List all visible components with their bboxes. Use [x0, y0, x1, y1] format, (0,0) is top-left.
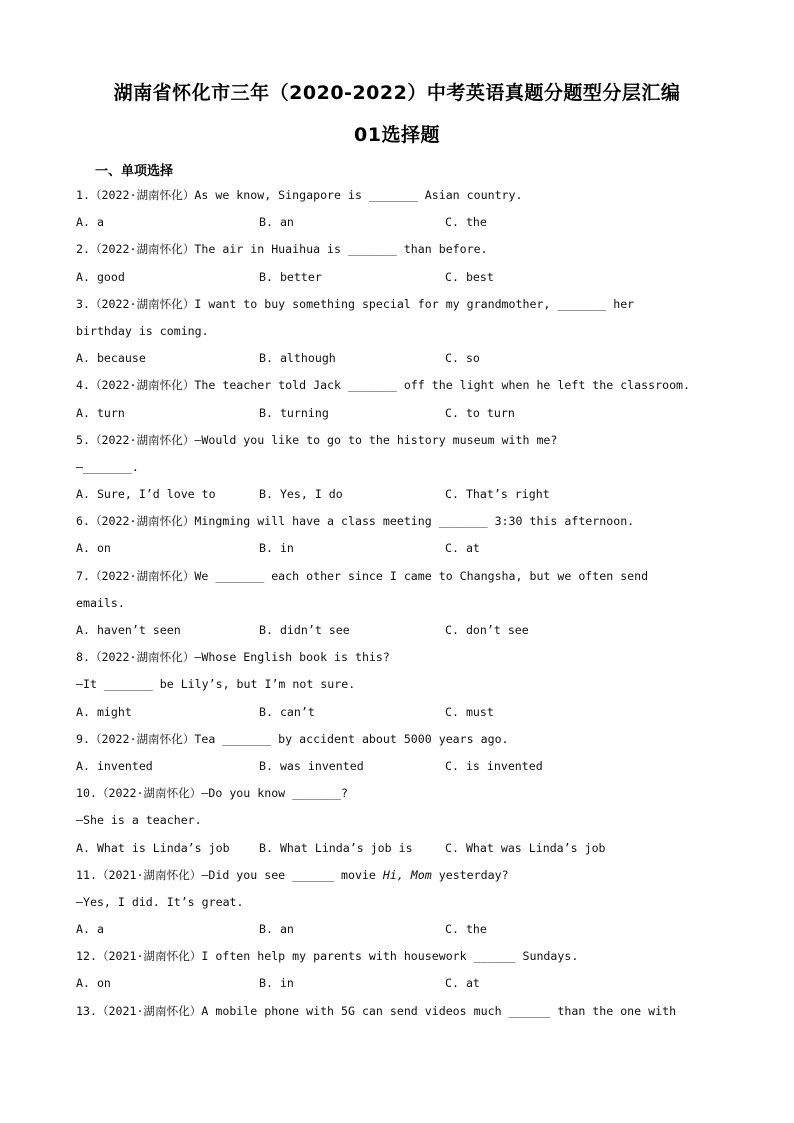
question-stem-3: 3.（2022·湖南怀化）I want to buy something special for my grandmother, _______ her	[76, 296, 635, 311]
option-11c: C. the	[445, 922, 487, 937]
question-stem-11-cont: —Yes, I did. It’s great.	[76, 894, 244, 909]
question-stem-10: 10.（2022·湖南怀化）—Do you know _______?	[76, 786, 348, 801]
option-1b: B. an	[259, 215, 294, 230]
options-2	[76, 264, 736, 291]
option-10a: A. What is Linda’s job	[76, 840, 230, 855]
options-11	[76, 916, 736, 943]
option-12b: B. in	[259, 976, 294, 991]
question-list	[76, 182, 736, 1025]
option-6a: A. on	[76, 541, 111, 556]
question-stem-7-cont: emails.	[76, 595, 125, 610]
options-10	[76, 835, 736, 862]
option-4c: C. to turn	[445, 405, 515, 420]
option-5a: A. Sure, I’d love to	[76, 487, 216, 502]
question-stem-12: 12.（2021·湖南怀化）I often help my parents with housework ______ Sundays.	[76, 949, 579, 964]
question-stem-8-cont: —It _______ be Lily’s, but I’m not sure.	[76, 677, 356, 692]
options-6	[76, 535, 736, 562]
option-12c: C. at	[445, 976, 480, 991]
question-stem-10-cont: —She is a teacher.	[76, 813, 202, 828]
option-2a: A. good	[76, 269, 125, 284]
options-3	[76, 345, 736, 372]
option-10c: C. What was Linda’s job	[445, 840, 606, 855]
options-7	[76, 617, 736, 644]
movie-title: Hi, Mom	[382, 867, 432, 882]
question-stem-9: 9.（2022·湖南怀化）Tea _______ by accident about 5000 years ago.	[76, 731, 509, 746]
option-1c: C. the	[445, 215, 487, 230]
option-6c: C. at	[445, 541, 480, 556]
option-8c: C. must	[445, 704, 494, 719]
options-12	[76, 970, 736, 997]
option-3b: B. although	[259, 351, 336, 366]
option-7b: B. didn’t see	[259, 623, 350, 637]
options-4	[76, 400, 736, 427]
options-5	[76, 481, 736, 508]
question-stem-8: 8.（2022·湖南怀化）—Whose English book is this?	[76, 650, 390, 665]
option-4b: B. turning	[259, 405, 329, 420]
option-11b: B. an	[259, 922, 294, 937]
option-4a: A. turn	[76, 405, 125, 420]
question-stem-1: 1.（2022·湖南怀化）As we know, Singapore is _______ Asian country.	[76, 188, 523, 202]
question-stem-11-after: yesterday?	[431, 867, 509, 882]
option-9b: B. was invented	[259, 758, 364, 773]
section-heading: 一、单项选择	[95, 164, 174, 179]
option-1a: A. a	[76, 215, 104, 230]
question-stem-5: 5.（2022·湖南怀化）—Would you like to go to the history museum with me?	[76, 432, 558, 447]
option-11a: A. a	[76, 922, 104, 937]
option-7c: C. don’t see	[445, 623, 529, 637]
option-9a: A. invented	[76, 758, 153, 773]
question-stem-6: 6.（2022·湖南怀化）Mingming will have a class meeting _______ 3:30 this afternoon.	[76, 514, 635, 529]
page-title: 湖南省怀化市三年（2020-2022）中考英语真题分题型分层汇编	[113, 82, 681, 104]
question-stem-5-cont: —_______.	[76, 459, 139, 474]
option-8b: B. can’t	[259, 704, 315, 719]
question-stem-11	[76, 862, 736, 889]
option-2b: B. better	[259, 269, 322, 284]
option-9c: C. is invented	[445, 758, 543, 773]
option-6b: B. in	[259, 541, 294, 556]
page-subtitle: 01选择题	[354, 124, 440, 146]
option-7a: A. haven’t seen	[76, 623, 181, 637]
question-stem-11-before: 11.（2021·湖南怀化）—Did you see ______ movie	[76, 867, 383, 882]
options-1	[76, 209, 736, 236]
option-3c: C. so	[445, 351, 480, 366]
option-2c: C. best	[445, 269, 494, 284]
option-3a: A. because	[76, 351, 146, 366]
question-stem-2: 2.（2022·湖南怀化）The air in Huaihua is _______ than before.	[76, 242, 488, 257]
option-8a: A. might	[76, 704, 132, 719]
question-stem-4: 4.（2022·湖南怀化）The teacher told Jack _______ off the light when he left the classroom.	[76, 378, 691, 393]
question-stem-3-cont: birthday is coming.	[76, 323, 209, 338]
question-stem-13: 13.（2021·湖南怀化）A mobile phone with 5G can send videos much ______ than the one with	[76, 1003, 677, 1018]
option-10b: B. What Linda’s job is	[259, 840, 413, 855]
options-8	[76, 699, 736, 726]
option-5c: C. That’s right	[445, 487, 550, 502]
options-9	[76, 753, 736, 780]
option-5b: B. Yes, I do	[259, 487, 343, 502]
question-stem-7: 7.（2022·湖南怀化）We _______ each other since I came to Changsha, but we often send	[76, 568, 649, 583]
option-12a: A. on	[76, 976, 111, 991]
